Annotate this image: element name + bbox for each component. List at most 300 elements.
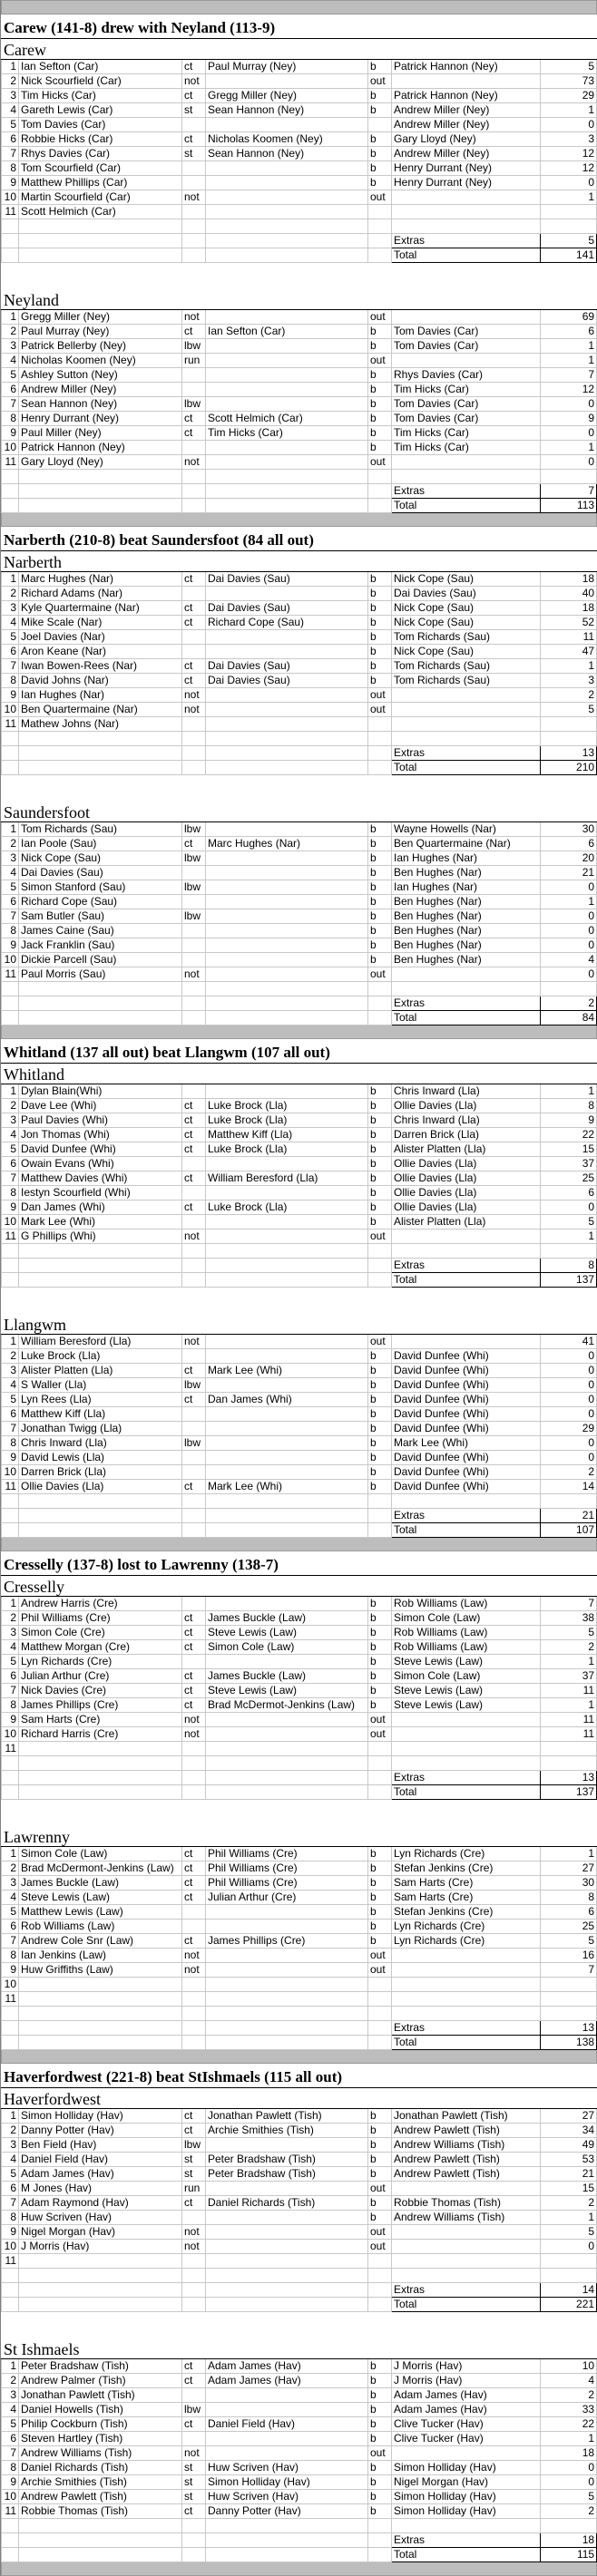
bowler-name: David Dunfee (Whi): [392, 1393, 541, 1407]
empty-cell: [392, 732, 541, 746]
bowled-marker: b: [368, 630, 392, 645]
total-row: [2, 2298, 597, 2312]
batting-row: [2, 1978, 597, 1992]
empty-cell: [182, 1244, 206, 1259]
extras-row: [2, 996, 597, 1011]
runs: 0: [541, 118, 597, 132]
runs: 2: [541, 2504, 597, 2519]
batsman-name: James Caine (Sau): [19, 924, 182, 938]
dismissal-type: ct: [182, 132, 206, 147]
bowler-name: Ben Quartermaine (Nar): [392, 837, 541, 851]
batsman-name: Steve Lewis (Law): [19, 1891, 182, 1905]
bowled-marker: b: [368, 909, 392, 924]
runs: 7: [541, 368, 597, 383]
bowled-marker: b: [368, 2109, 392, 2124]
empty-cell: [19, 484, 182, 499]
dismissal-type: ct: [182, 1669, 206, 1684]
runs: 0: [541, 909, 597, 924]
batting-row: [2, 2240, 597, 2254]
fielder-name: Phil Williams (Cre): [206, 1862, 368, 1876]
bowled-marker: b: [368, 953, 392, 967]
runs: 37: [541, 1157, 597, 1171]
dismissal-type: ct: [182, 2359, 206, 2374]
runs: 0: [541, 1378, 597, 1393]
batting-row: [2, 205, 597, 219]
bowler-name: David Dunfee (Whi): [392, 1378, 541, 1393]
fielder-name: [206, 1230, 368, 1244]
fielder-name: James Buckle (Law): [206, 1611, 368, 1626]
batting-row: [2, 2167, 597, 2182]
innings-gap: [2, 263, 597, 289]
batting-row: [2, 1876, 597, 1891]
dismissal-type: not: [182, 455, 206, 470]
dismissal-type: ct: [182, 2417, 206, 2432]
empty-cell: [206, 2007, 368, 2021]
bowler-name: [392, 2225, 541, 2240]
empty-cell: [541, 732, 597, 746]
batting-position: 9: [2, 1713, 19, 1727]
bowler-name: [392, 1230, 541, 1244]
bowler-name: Patrick Hannon (Ney): [392, 89, 541, 103]
fielder-name: Ian Sefton (Car): [206, 325, 368, 339]
team-name: Whitland: [2, 1064, 597, 1084]
dismissal-type: [182, 118, 206, 132]
dismissal-type: not: [182, 310, 206, 325]
extras-row: [2, 234, 597, 248]
innings-header: [2, 2338, 597, 2359]
bowled-marker: b: [368, 1407, 392, 1422]
bowler-name: [392, 967, 541, 982]
empty-cell: [182, 248, 206, 263]
runs: 11: [541, 1727, 597, 1742]
extras-value: 13: [541, 1771, 597, 1785]
innings-gap: [2, 775, 597, 802]
batting-position: 8: [2, 412, 19, 426]
dismissal-type: [182, 630, 206, 645]
batting-row: [2, 2211, 597, 2225]
runs: 6: [541, 1186, 597, 1201]
runs: 2: [541, 1640, 597, 1655]
bowled-marker: b: [368, 60, 392, 74]
dismissal-type: [182, 645, 206, 659]
batting-row: [2, 1215, 597, 1230]
bowler-name: Ollie Davies (Lla): [392, 1157, 541, 1171]
fielder-name: [206, 822, 368, 837]
match-separator: [2, 1, 597, 15]
batsman-name: Simon Holliday (Hav): [19, 2109, 182, 2124]
fielder-name: [206, 688, 368, 703]
empty-cell: [206, 2036, 368, 2050]
fielder-name: [206, 1655, 368, 1669]
batting-position: 3: [2, 1876, 19, 1891]
empty-cell: [206, 1273, 368, 1288]
blank-row: [2, 1494, 597, 1509]
empty-cell: [2, 2548, 19, 2562]
bowler-name: Simon Cole (Law): [392, 1669, 541, 1684]
batting-row: [2, 630, 597, 645]
bowled-marker: b: [368, 1378, 392, 1393]
dismissal-type: [182, 1920, 206, 1934]
batting-row: [2, 2254, 597, 2269]
batting-position: 4: [2, 1128, 19, 1142]
fielder-name: Dai Davies (Sau): [206, 659, 368, 674]
team-name: Lawrenny: [2, 1826, 597, 1847]
extras-value: 14: [541, 2283, 597, 2298]
empty-cell: [206, 1785, 368, 1800]
batting-row: [2, 1436, 597, 1451]
dismissal-type: [182, 1084, 206, 1099]
runs: 33: [541, 2403, 597, 2417]
bowled-marker: out: [368, 190, 392, 205]
innings-header: [2, 551, 597, 572]
bowler-name: [392, 310, 541, 325]
dismissal-type: ct: [182, 572, 206, 587]
batting-position: 8: [2, 2211, 19, 2225]
fielder-name: Richard Cope (Sau): [206, 616, 368, 630]
bowler-name: Tom Davies (Car): [392, 412, 541, 426]
bowler-name: [392, 1727, 541, 1742]
runs: 21: [541, 2167, 597, 2182]
batting-position: 9: [2, 2225, 19, 2240]
bowler-name: Nick Cope (Sau): [392, 616, 541, 630]
runs: 8: [541, 1891, 597, 1905]
fielder-name: [206, 2432, 368, 2446]
match-separator: [2, 2050, 597, 2064]
batting-position: 8: [2, 2461, 19, 2475]
dismissal-type: ct: [182, 1626, 206, 1640]
batting-row: [2, 1742, 597, 1756]
batsman-name: Nicholas Koomen (Ney): [19, 354, 182, 368]
fielder-name: [206, 1157, 368, 1171]
batsman-name: Daniel Richards (Tish): [19, 2461, 182, 2475]
fielder-name: [206, 1422, 368, 1436]
batting-position: 2: [2, 587, 19, 601]
runs: 1: [541, 339, 597, 354]
batting-row: [2, 383, 597, 397]
batting-position: 7: [2, 1422, 19, 1436]
empty-cell: [2, 1756, 19, 1771]
batsman-name: William Beresford (Lla): [19, 1335, 182, 1349]
fielder-name: Tim Hicks (Car): [206, 426, 368, 441]
runs: 2: [541, 1465, 597, 1480]
batting-position: 4: [2, 1378, 19, 1393]
dismissal-type: ct: [182, 1128, 206, 1142]
empty-cell: [182, 996, 206, 1011]
batsman-name: Andrew Palmer (Tish): [19, 2374, 182, 2388]
runs: 1: [541, 659, 597, 674]
fielder-name: [206, 1084, 368, 1099]
bowler-name: Simon Holliday (Hav): [392, 2490, 541, 2504]
team-name: Saundersfoot: [2, 802, 597, 822]
batting-position: 10: [2, 190, 19, 205]
batsman-name: Robbie Hicks (Car): [19, 132, 182, 147]
innings-header: [2, 1314, 597, 1335]
batting-row: [2, 426, 597, 441]
batting-position: 7: [2, 1684, 19, 1698]
fielder-name: [206, 1963, 368, 1978]
fielder-name: [206, 717, 368, 732]
batsman-name: Philip Cockburn (Tish): [19, 2417, 182, 2432]
batting-position: 9: [2, 1451, 19, 1465]
runs: 29: [541, 89, 597, 103]
batting-position: 8: [2, 674, 19, 688]
batsman-name: Richard Harris (Cre): [19, 1727, 182, 1742]
total-value: 137: [541, 1273, 597, 1288]
batting-position: 1: [2, 1335, 19, 1349]
fielder-name: Jonathan Pawlett (Tish): [206, 2109, 368, 2124]
runs: 1: [541, 895, 597, 909]
bowled-marker: b: [368, 426, 392, 441]
bowled-marker: b: [368, 1640, 392, 1655]
bowler-name: Simon Holliday (Hav): [392, 2504, 541, 2519]
runs: [541, 205, 597, 219]
empty-cell: [19, 2007, 182, 2021]
fielder-name: Luke Brock (Lla): [206, 1113, 368, 1128]
extras-row: [2, 1509, 597, 1523]
batsman-name: Sam Butler (Sau): [19, 909, 182, 924]
bowled-marker: b: [368, 587, 392, 601]
dismissal-type: ct: [182, 412, 206, 426]
runs: 18: [541, 601, 597, 616]
fielder-name: [206, 2240, 368, 2254]
dismissal-type: [182, 1186, 206, 1201]
bowled-marker: b: [368, 2211, 392, 2225]
empty-cell: [206, 1244, 368, 1259]
team-name: Narberth: [2, 551, 597, 572]
total-label: Total: [392, 1011, 541, 1026]
runs: 1: [541, 1847, 597, 1862]
batting-row: [2, 1230, 597, 1244]
batting-position: 10: [2, 1215, 19, 1230]
bowler-name: [392, 74, 541, 89]
bowler-name: Andrew Pawlett (Tish): [392, 2153, 541, 2167]
runs: 53: [541, 2153, 597, 2167]
empty-cell: [2, 1509, 19, 1523]
batsman-name: Tom Davies (Car): [19, 118, 182, 132]
empty-cell: [206, 1494, 368, 1509]
batting-position: 5: [2, 1142, 19, 1157]
batsman-name: Paul Miller (Ney): [19, 426, 182, 441]
fielder-name: [206, 354, 368, 368]
total-row: [2, 1785, 597, 1800]
bowler-name: Tim Hicks (Car): [392, 383, 541, 397]
runs: 47: [541, 645, 597, 659]
runs: 2: [541, 2196, 597, 2211]
empty-cell: [182, 219, 206, 234]
batting-row: [2, 2432, 597, 2446]
runs: 16: [541, 1949, 597, 1963]
batting-position: 4: [2, 103, 19, 118]
runs: 10: [541, 2359, 597, 2374]
fielder-name: [206, 587, 368, 601]
batting-row: [2, 354, 597, 368]
bowled-marker: b: [368, 1465, 392, 1480]
bowler-name: Steve Lewis (Law): [392, 1655, 541, 1669]
batting-position: 10: [2, 703, 19, 717]
bowled-marker: b: [368, 659, 392, 674]
empty-cell: [19, 1509, 182, 1523]
batting-row: [2, 1640, 597, 1655]
batsman-name: Andrew Cole Snr (Law): [19, 1934, 182, 1949]
empty-cell: [2, 470, 19, 484]
bowler-name: [392, 2254, 541, 2269]
batting-position: 5: [2, 880, 19, 895]
batting-row: [2, 2446, 597, 2461]
match-title: Carew (141-8) drew with Neyland (113-9): [2, 15, 597, 39]
batting-row: [2, 1378, 597, 1393]
dismissal-type: not: [182, 2240, 206, 2254]
bowled-marker: b: [368, 938, 392, 953]
fielder-name: [206, 1920, 368, 1934]
bowler-name: Henry Durrant (Ney): [392, 161, 541, 176]
batting-row: [2, 2374, 597, 2388]
bowled-marker: b: [368, 2403, 392, 2417]
batting-position: 6: [2, 1920, 19, 1934]
batting-row: [2, 1364, 597, 1378]
separator-cell: [2, 2562, 597, 2576]
dismissal-type: lbw: [182, 1378, 206, 1393]
batting-position: 11: [2, 205, 19, 219]
fielder-name: Steve Lewis (Law): [206, 1684, 368, 1698]
empty-cell: [368, 1509, 392, 1523]
batting-row: [2, 2417, 597, 2432]
batting-position: 1: [2, 1847, 19, 1862]
batsman-name: Phil Williams (Cre): [19, 1611, 182, 1626]
fielder-name: Phil Williams (Cre): [206, 1876, 368, 1891]
bowled-marker: b: [368, 383, 392, 397]
innings-gap: [2, 1800, 597, 1826]
batting-row: [2, 645, 597, 659]
batsman-name: Nigel Morgan (Hav): [19, 2225, 182, 2240]
empty-cell: [182, 1011, 206, 1026]
batting-row: [2, 717, 597, 732]
fielder-name: [206, 895, 368, 909]
total-label: Total: [392, 499, 541, 513]
batting-position: 5: [2, 2167, 19, 2182]
batting-position: 2: [2, 2124, 19, 2138]
fielder-name: [206, 1451, 368, 1465]
dismissal-type: lbw: [182, 851, 206, 866]
batsman-name: Jack Franklin (Sau): [19, 938, 182, 953]
batting-row: [2, 938, 597, 953]
batting-row: [2, 967, 597, 982]
empty-cell: [368, 996, 392, 1011]
runs: 5: [541, 2490, 597, 2504]
empty-cell: [368, 2283, 392, 2298]
batting-position: 11: [2, 1230, 19, 1244]
runs: 0: [541, 1364, 597, 1378]
runs: 6: [541, 1905, 597, 1920]
bowled-marker: b: [368, 924, 392, 938]
batting-row: [2, 2490, 597, 2504]
empty-cell: [368, 2519, 392, 2533]
empty-cell: [19, 248, 182, 263]
fielder-name: Adam James (Hav): [206, 2374, 368, 2388]
bowled-marker: b: [368, 2196, 392, 2211]
empty-cell: [368, 234, 392, 248]
total-row: [2, 1523, 597, 1538]
batsman-name: Dickie Parcell (Sau): [19, 953, 182, 967]
empty-cell: [206, 2021, 368, 2036]
extras-label: Extras: [392, 1509, 541, 1523]
dismissal-type: not: [182, 1230, 206, 1244]
runs: 11: [541, 630, 597, 645]
batsman-name: Darren Brick (Lla): [19, 1465, 182, 1480]
dismissal-type: [182, 2432, 206, 2446]
batsman-name: Gareth Lewis (Car): [19, 103, 182, 118]
batting-position: 11: [2, 1742, 19, 1756]
empty-cell: [19, 761, 182, 775]
runs: 0: [541, 176, 597, 190]
empty-cell: [541, 1756, 597, 1771]
runs: 27: [541, 1862, 597, 1876]
dismissal-type: run: [182, 354, 206, 368]
bowler-name: Nigel Morgan (Hav): [392, 2475, 541, 2490]
batsman-name: Simon Cole (Law): [19, 1847, 182, 1862]
separator-cell: [2, 2050, 597, 2064]
empty-cell: [2, 1011, 19, 1026]
bowler-name: Tom Davies (Car): [392, 397, 541, 412]
batsman-name: Lyn Rees (Lla): [19, 1393, 182, 1407]
batsman-name: Dylan Blain(Whi): [19, 1084, 182, 1099]
batting-row: [2, 89, 597, 103]
batsman-name: Matthew Kiff (Lla): [19, 1407, 182, 1422]
runs: 7: [541, 1963, 597, 1978]
fielder-name: Peter Bradshaw (Tish): [206, 2167, 368, 2182]
empty-cell: [206, 732, 368, 746]
total-label: Total: [392, 2548, 541, 2562]
batting-row: [2, 2138, 597, 2153]
fielder-name: [206, 1713, 368, 1727]
empty-cell: [182, 2036, 206, 2050]
extras-value: 7: [541, 484, 597, 499]
batting-row: [2, 1407, 597, 1422]
total-value: 84: [541, 1011, 597, 1026]
batting-position: 1: [2, 2109, 19, 2124]
blank-row: [2, 982, 597, 996]
gap-cell: [2, 2312, 597, 2338]
empty-cell: [206, 219, 368, 234]
bowled-marker: [368, 717, 392, 732]
dismissal-type: ct: [182, 2124, 206, 2138]
fielder-name: [206, 161, 368, 176]
batting-row: [2, 74, 597, 89]
bowled-marker: out: [368, 1713, 392, 1727]
bowler-name: Ben Hughes (Nar): [392, 909, 541, 924]
empty-cell: [19, 2283, 182, 2298]
batting-row: [2, 441, 597, 455]
runs: 5: [541, 1934, 597, 1949]
dismissal-type: [182, 717, 206, 732]
empty-cell: [206, 746, 368, 761]
batting-position: 9: [2, 688, 19, 703]
bowler-name: Rob Williams (Law): [392, 1640, 541, 1655]
batting-position: 5: [2, 368, 19, 383]
batting-position: 4: [2, 866, 19, 880]
dismissal-type: [182, 953, 206, 967]
batting-row: [2, 310, 597, 325]
bowled-marker: b: [368, 1128, 392, 1142]
bowled-marker: b: [368, 1364, 392, 1378]
dismissal-type: [182, 2388, 206, 2403]
batting-position: 10: [2, 1978, 19, 1992]
batting-row: [2, 909, 597, 924]
batting-row: [2, 397, 597, 412]
batting-position: 10: [2, 2240, 19, 2254]
dismissal-type: [182, 1422, 206, 1436]
batsman-name: Adam Raymond (Hav): [19, 2196, 182, 2211]
bowled-marker: [368, 1992, 392, 2007]
